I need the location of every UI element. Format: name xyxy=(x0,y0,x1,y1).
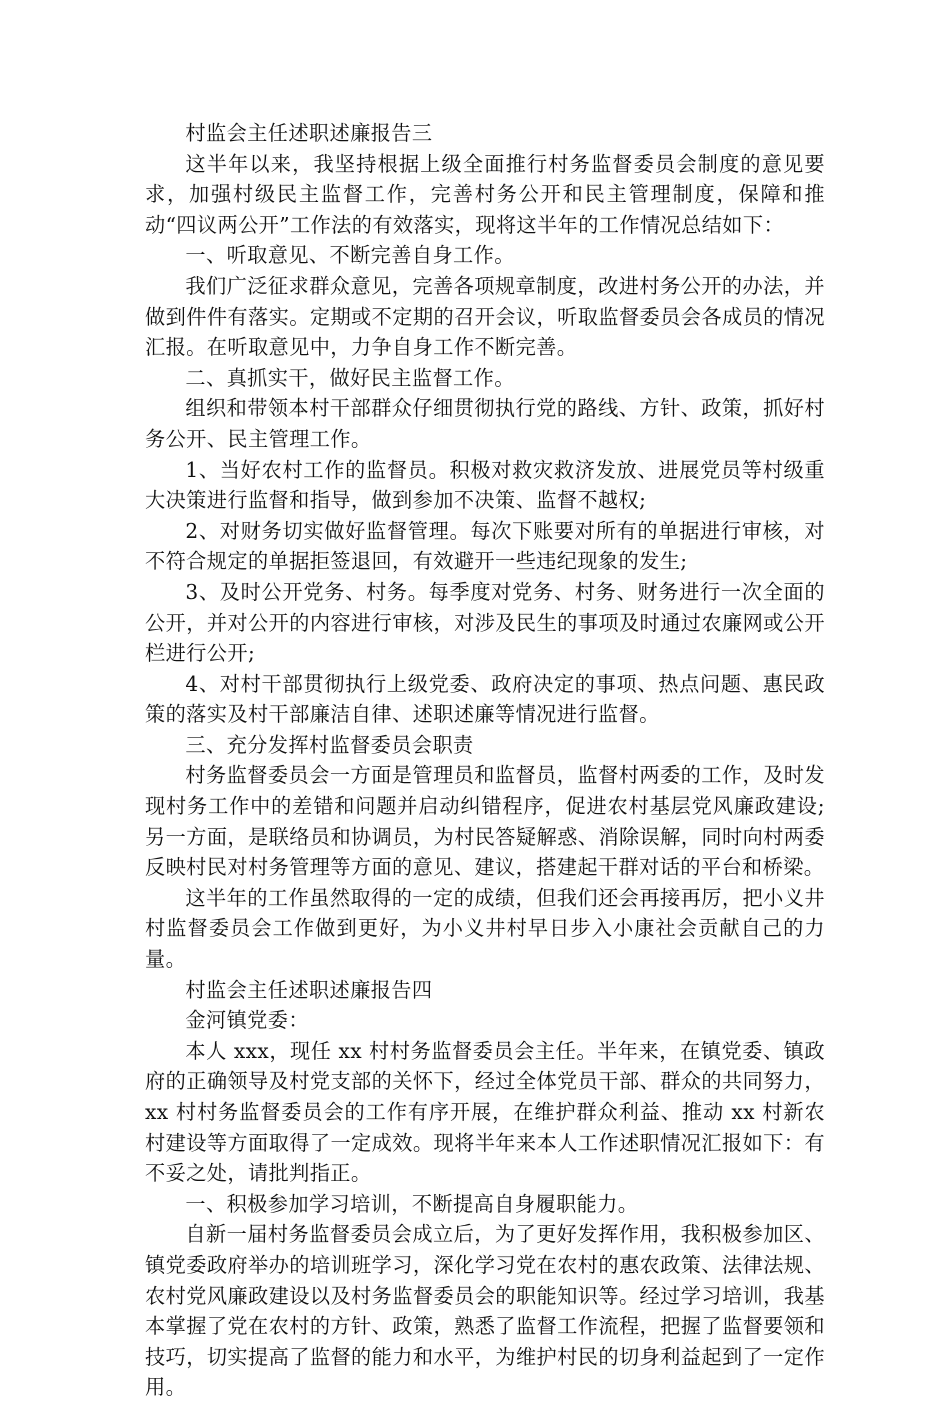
list-item: 3、及时公开党务、村务。每季度对党务、村务、财务进行一次全面的公开，并对公开的内容进行审核，对涉及民生的事项及时通过农廉网或公开栏进行公开; xyxy=(145,579,825,666)
paragraph: 这半年以来，我坚持根据上级全面推行村务监督委员会制度的意见要求，加强村级民主监督工作，完善村务公开和民主管理制度，保障和推动“四议两公开”工作法的有效落实，现将这半年的工作情况总结如下： xyxy=(145,151,825,237)
paragraph: 这半年的工作虽然取得的一定的成绩，但我们还会再接再厉，把小义井村监督委员会工作做到更好，为小义井村早日步入小康社会贡献自己的力量。 xyxy=(145,885,825,972)
report-four-title: 村监会主任述职述廉报告四 xyxy=(185,977,433,1002)
report-three-title: 村监会主任述职述廉报告三 xyxy=(185,121,433,145)
document-body xyxy=(145,118,825,1403)
section-heading: 一、积极参加学习培训，不断提高自身履职能力。 xyxy=(185,1191,639,1216)
paragraph: 本人 xxx，现任 xx 村村务监督委员会主任。半年来，在镇党委、镇政府的正确领导及村党支部的关怀下，经过全体党员干部、群众的共同努力，xx 村村务监督委员会的工作有序开展，在维护群众利益、推动 xx 村新农村建设等方面取得了一定成效。现将半年来本人工作述职情况汇报如下：有不妥之处，请批判指正。 xyxy=(145,1038,825,1186)
list-item: 1、当好农村工作的监督员。积极对救灾救济发放、进展党员等村级重大决策进行监督和指导，做到参加不决策、监督不越权; xyxy=(145,457,825,513)
paragraph: 组织和带领本村干部群众仔细贯彻执行党的路线、方针、政策，抓好村务公开、民主管理工作。 xyxy=(145,396,825,451)
list-item: 4、对村干部贯彻执行上级党委、政府决定的事项、热点问题、惠民政策的落实及村干部廉洁自律、述职述廉等情况进行监督。 xyxy=(145,671,825,727)
section-heading: 二、真抓实干，做好民主监督工作。 xyxy=(185,365,515,390)
section-heading: 一、听取意见、不断完善自身工作。 xyxy=(185,243,515,268)
paragraph: 我们广泛征求群众意见，完善各项规章制度，改进村务公开的办法，并做到件件有落实。定期或不定期的召开会议，听取监督委员会各成员的情况汇报。在听取意见中，力争自身工作不断完善。 xyxy=(145,273,825,360)
list-item: 2、对财务切实做好监督管理。每次下账要对所有的单据进行审核，对不符合规定的单据拒签退回，有效避开一些违纪现象的发生; xyxy=(145,518,825,574)
paragraph: 自新一届村务监督委员会成立后，为了更好发挥作用，我积极参加区、镇党委政府举办的培训班学习，深化学习党在农村的惠农政策、法律法规、农村党风廉政建设以及村务监督委员会的职能知识等。经过学习培训，我基本掌握了党在农村的方针、政策，熟悉了监督工作流程，把握了监督要领和技巧，切实提高了监督的能力和水平，为维护村民的切身利益起到了一定作用。 xyxy=(145,1222,825,1400)
salutation: 金河镇党委： xyxy=(185,1008,309,1033)
section-heading: 三、充分发挥村监督委员会职责 xyxy=(185,732,474,757)
paragraph: 村务监督委员会一方面是管理员和监督员，监督村两委的工作，及时发现村务工作中的差错和问题并启动纠错程序，促进农村基层党风廉政建设;另一方面，是联络员和协调员，为村民答疑解惑、消除误解，同时向村两委反映村民对村务管理等方面的意见、建议，搭建起干群对话的平台和桥梁。 xyxy=(145,763,825,880)
